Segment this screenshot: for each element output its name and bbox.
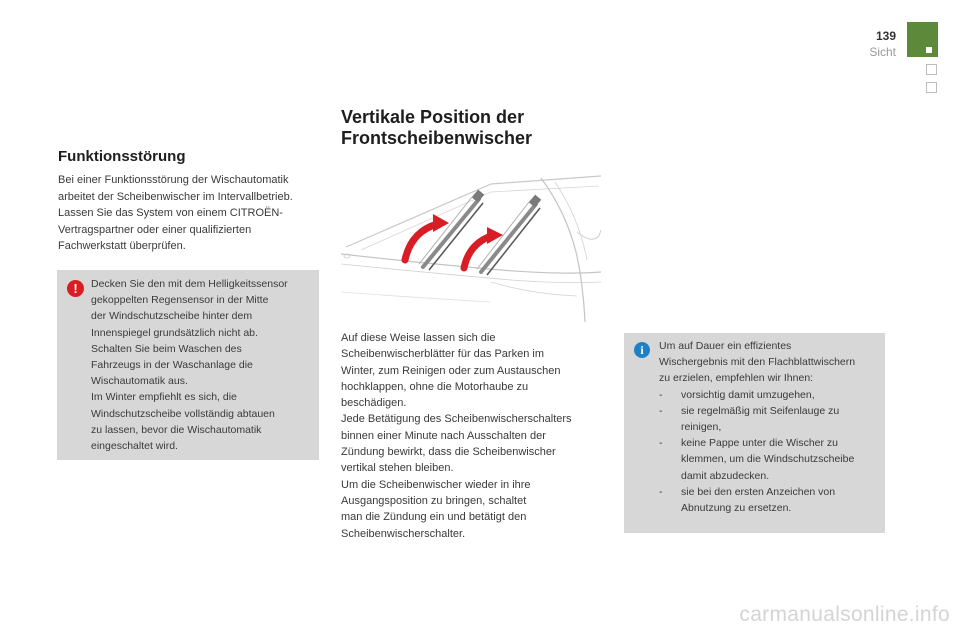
info-text (659, 338, 881, 516)
text-line: zu lassen, bevor die Wischautomatik (91, 423, 262, 436)
list-dash: - (659, 485, 663, 498)
info-icon: i (634, 342, 650, 358)
text-line: reinigen, (681, 421, 722, 434)
chapter-title: Sicht (869, 45, 896, 59)
list-dash: - (659, 404, 663, 417)
chapter-tab[interactable] (907, 22, 938, 57)
text-line: sie regelmäßig mit Seifenlauge zu (681, 404, 840, 417)
watermark: carmanualsonline.info (739, 603, 950, 626)
text-line: Um die Scheibenwischer wieder in ihre (341, 478, 531, 491)
text-line: Ausgangsposition zu bringen, schaltet (341, 494, 527, 507)
text-line: eingeschaltet wird. (91, 440, 178, 453)
text-line: Winter, zum Reinigen oder zum Austauschen (341, 364, 561, 377)
text-line: klemmen, um die Windschutzscheibe (681, 453, 855, 466)
text-line: man die Zündung ein und betätigt den (341, 511, 527, 524)
text-line: Innenspiegel grundsätzlich nicht ab. (91, 326, 258, 339)
text-line: Lassen Sie das System von einem CITROËN- (58, 207, 283, 219)
section-heading-malfunction: Funktionsstörung (58, 148, 186, 165)
text-line: gekoppelten Regensensor in der Mitte (91, 294, 269, 307)
text-line: Wischergebnis mit den Flachblattwischern (659, 356, 856, 369)
text-line: Scheibenwischerschalter. (341, 527, 466, 540)
text-line: arbeitet der Scheibenwischer im Intervallbetrieb. (58, 190, 293, 203)
warning-text (91, 276, 313, 454)
text-line: zu erzielen, empfehlen wir Ihnen: (659, 372, 814, 385)
text-line: Windschutzscheibe vollständig abtauen (91, 407, 275, 420)
text-line: Decken Sie den mit dem Helligkeitssensor (91, 278, 288, 290)
text-line: Wischautomatik aus. (91, 375, 188, 388)
text-line: binnen einer Minute nach Ausschalten der (341, 429, 546, 442)
heading-line: Frontscheibenwischer (341, 128, 533, 148)
vertical-position-text (341, 330, 605, 542)
text-line: Abnutzung zu ersetzen. (681, 502, 792, 515)
section-heading-vertical-position (341, 107, 641, 149)
text-line: Bei einer Funktionsstörung der Wischautomatik (58, 174, 289, 186)
list-item (659, 435, 881, 484)
malfunction-text (58, 172, 320, 255)
text-line: beschädigen. (341, 397, 407, 410)
windscreen-wipers-vertical-illustration (341, 172, 601, 322)
page-number: 139 (875, 29, 896, 43)
text-line: Scheibenwischerblätter für das Parken im (341, 348, 544, 361)
text-line: Um auf Dauer ein effizientes (659, 340, 792, 352)
list-dash: - (659, 437, 663, 450)
text-line: Zündung bewirkt, dass die Scheibenwischer (341, 446, 556, 459)
nav-square-icon[interactable] (926, 64, 937, 75)
text-line: Im Winter empfiehlt es sich, die (91, 391, 237, 404)
nav-square-icon[interactable] (926, 82, 937, 93)
heading-line: Vertikale Position der (341, 107, 525, 127)
text-line: hochklappen, ohne die Motorhaube zu (341, 380, 529, 393)
text-line: Auf diese Weise lassen sich die (341, 332, 496, 344)
list-item (659, 403, 881, 435)
text-line: der Windschutzscheibe hinter dem (91, 310, 253, 323)
list-item (659, 387, 881, 403)
text-line: vertikal stehen bleiben. (341, 462, 454, 475)
text-line: Jede Betätigung des Scheibenwischerschalters (341, 413, 572, 426)
text-line: keine Pappe unter die Wischer zu (681, 437, 839, 450)
chapter-tab-square-icon (926, 47, 932, 53)
text-line: damit abzudecken. (681, 469, 770, 482)
text-line: Vertragspartner oder einer qualifizierten (58, 223, 252, 236)
info-box (624, 333, 885, 533)
text-line: Fachwerkstatt überprüfen. (58, 240, 186, 252)
text-line: vorsichtig damit umzugehen, (681, 388, 815, 401)
list-dash: - (659, 388, 663, 401)
warning-box (57, 270, 319, 460)
text-line: sie bei den ersten Anzeichen von (681, 485, 836, 498)
text-line: Fahrzeugs in der Waschanlage die (91, 359, 253, 372)
warning-icon: ! (67, 280, 84, 297)
list-item (659, 484, 881, 516)
text-line: Schalten Sie beim Waschen des (91, 342, 242, 355)
